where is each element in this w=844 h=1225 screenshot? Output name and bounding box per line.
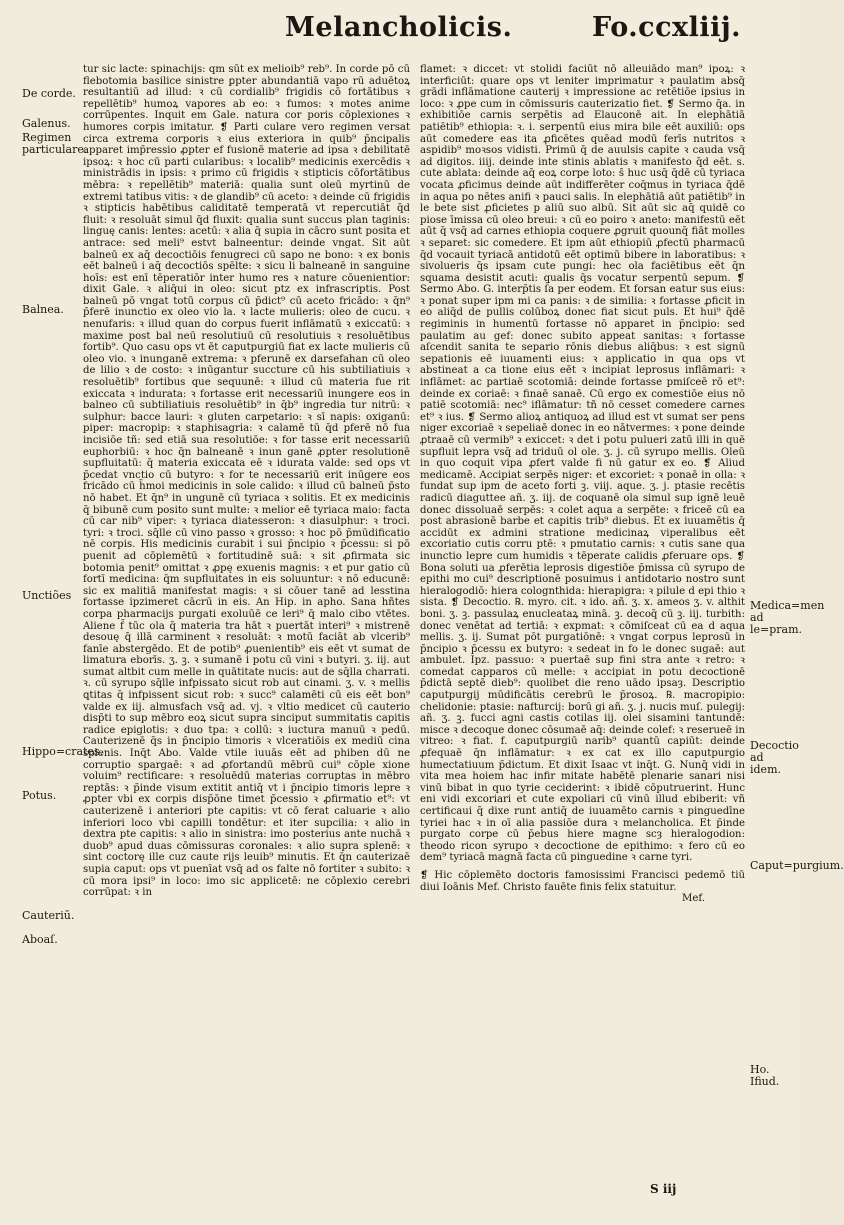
margin-note-cauterium: Cauteriū. [22,909,75,922]
margin-note-de-corde: De corde. [22,87,76,100]
signature-mark: S iij [650,1182,677,1196]
margin-note-aboas: Aboaſ. [22,933,58,946]
catchword: Mef. [682,893,705,905]
margin-note-unctiones: Unctiões [22,589,72,602]
running-title: Melancholicis. [285,12,513,43]
margin-note-decoctio-ad-idem: Decoctio ad idem. [750,739,799,776]
margin-note-balnea: Balnea. [22,303,64,316]
margin-note-hippocrates: Hippo=crates. [22,745,104,758]
margin-note-regimen-particulare: Regimen particulare. [22,131,88,156]
page-header [0,10,800,50]
left-column-text: tur sic lacte: spinachijs: qm sūt ex melioib⁹ reb⁹. In corde pō cū flebotomia basilice sinistre ꝑpter abundantiā vapo rū aduētoꝝ resultantiū ad illud: ꝛ cū cordialib⁹ frigidis cō fortātibus ꝛ repellētib⁹ humoꝝ vapores ab eo: ꝛ fumos: ꝛ motes anime corrūpentes. Inquit em Gale. natura cor poris cōplexiones ꝛ humores corpis imitatur. ❡ Parti culare vero regimen versat circa extrema corporis ꝛ eius exteriora in quib⁹ p̄ncipalis apparet imp̄ressio ꝓpter ef fusionē materie ad ipsa ꝛ debilitatē ipsoꝝ: ꝛ hoc cū parti cularibus: ꝛ localib⁹ medicinis exercēdis ꝛ ministrādis in ipsis: ꝛ primo cū frigidis ꝛ stipticis cōfortātibus mēbra: ꝛ repellētib⁹ materiā: qualia sunt oleū myrtinū de extremi tatibus vitis: ꝛ de glandib⁹ cū aceto: ꝛ deinde cū frigidis ꝛ stipticis habētibus caliditatē temperatā vt repercutiāt q̄d fluit: ꝛ resoluāt simul q̄d fluxit: qualia sunt succus plan taginis: linguę canis: lentes: acetū: ꝛ alia q̄ supia in cācro sunt posita et antrace: sed meli⁹ estvt balneentur: deinde vngat. Sit aūt balneū ex aq̄ decoctiōis fenugreci cū sapo ne bono: ꝛ ex bonis eēt balneū i aq̄ decoctiōs spēlte: ꝛ sicu li balneanē in sanguine hoīs: est enī tēperatiōr inter humo res ꝛ nature cōuenientior: dixit Gale. ꝛ aliq̄ui in oleo: sicut ptz ex infrascriptis. Post balneū pō vngat totū corpus cū p̄dict⁹ cū aceto fricādo: ꝛ q̄n⁹ p̄ferē inunctio ex oleo vio la. ꝛ lacte mulieris: oleo de cucu. ꝛ nenufaris: ꝛ illud quan do corpus fuerit inflāmatū ꝛ exiccatū: ꝛ maxime post bal neū resolutiuū cū resolutiuis ꝛ resoluētibus fortib⁹. Quo casu ops vt ēt caputpurgiū fiat ex lacte mulieris cū oleo vio. ꝛ inunganē extrema: ꝛ pferunē ex darsefahan cū oleo de lilio ꝛ de costo: ꝛ inūgantur succture cū his subtiliatiuis ꝛ resoluētib⁹ fortibus que sequunē: ꝛ illud cū materia fue rit exiccata ꝛ indurata: ꝛ fortasse erit necessariū inungere eos in balneo cū subtiliatiuis resoluētib⁹ in q̄b⁹ ingredia tur nitrū: ꝛ sulphur: bacce lauri: ꝛ gluten carpetario: ꝛ sī napis: oxiganū: piper: macropip: ꝛ staphisagria: ꝛ calamē tū q̄d pferē nō fua incisiōe tñ: sed etiā sua resolutiōe: ꝛ for tasse erit necessariū euphorbiū: ꝛ hoc q̄n balneanē ꝛ inun ganē ꝓpter resolutionē supfluitatū: q̄ materia exiccata eē ꝛ idurata valde: sed ops vt p̄cedat vnctio cū butyro: ꝛ for te necessariū erit inūgere eos fricādo cū h̄moi medicinis in sole calido: ꝛ illud cū balneū p̄sto nō habet. Et q̄n⁹ in ungunē cū tyriaca ꝛ solitis. Et ex medicinis q̄ bibunē cum posito sunt multe: ꝛ melior eē tyriaca maio: facta cū car nib⁹ viper: ꝛ tyriaca diatesseron: ꝛ diasulphur: ꝛ troci. tyri: ꝛ troci. sq̄lle cū vino passo ꝛ grosso: ꝛ hoc pō p̄mūdificatio nē corpis. His medicinis curabit i sui p̄ncipio ꝛ p̄cessu: si pō puenit ad cōplemētū ꝛ fortitudinē suā: ꝛ sit ꝓfirmata sic botomia penit⁹ omittat ꝛ ꝓpę exuenis magnis: ꝛ et pur gatio cū fortī medicina: q̄m supfluitates in eis soluuntur: ꝛ nō educunē: sic ex malitiā manifestat magis: ꝛ si cōuer tanē ad lesstina fortasse ipzimeret cācrū in eis. An Hip. in apho. Sana hñtes corpa pharmacijs purgati exoluūē ce leri⁹ q̄ malo cibo vtētes. Aliene f̄ tūc ola q̄ materia tra hāt ꝛ puertāt interi⁹ ꝛ mistrenē desouę q̄ illā carminent ꝛ resoluāt: ꝛ motū faciāt ab vlcerib⁹ fanīe abstergēdo. Et de potib⁹ ꝓuenientib⁹ eis eēt vt sumat de limatura eborīs. ʒ. ꝫ. ꝛ sumanē i potu cū vini ꝛ butyri. ʒ. iij. aut sumat altbit cum melle in quātitate nucis: aut de sq̄lla charrati. ꝛ. cū syrupo sq̄lle infpissato sicut rob aut cinami. ʒ. v. ꝛ mellis ꝗtitas q̄ infpissent sicut rob: ꝛ succ⁹ calamēti cū eis eēt bon⁹ valde ex iij. almusfach vsq̄ ad. vj. ꝛ vltio medicet cū cauterio disp̄ti to sup mēbro eoꝝ sicut supra sinciput summitatis capitis radice epiglotis: ꝛ duo tpa: ꝛ collū: ꝛ iuctura manuū ꝛ pedū. Cauterizenē q̄s in p̄ncipio timoris ꝛ vlceratiōis ex mediū cina splenis. Inq̄t Abo. Valde vtile iuuās eēt ad phiben dū ne corruptio spargaē: ꝛ ad ꝓfortandū mēbrū cui⁹ cōple xione voluim⁹ rectificare: ꝛ resoluēdū materias corruptas in mēbro reptās: ꝛ p̄inde visum extitit antiq̄ vt i p̄ncipio timoris lepre ꝛ ꝓpter vbi ex corpis disp̄ōne timet p̄cessio ꝛ ꝓfirmatio et⁹: vt cauterizenē i anteriori pte capitis: vt cō ferat caluarie ꝛ alio inferiori loco vbi capilli tondētur: et iter supcilia: ꝛ alio in dextra pte capitis: ꝛ alio in sinistra: imo posterius ante nuchā ꝛ duob⁹ apud duas cōmissuras coronales: ꝛ alio supra splenē: ꝛ sint coctorę ille cuz caute rijs leuib⁹ minutis. Et q̄n cauterizaē supia caput: ops vt puenīat vsq̄ ad os falte nō fortiter ꝛ subito: ꝛ cū mora ipsi⁹ in loco: imo sic applicetē: ne cōplexio cerebri corrūpat: ꝛ in [83,64,410,899]
margin-note-caputpurgium: Caput=purgium. [750,859,844,872]
right-text-column [420,64,745,905]
margin-note-medicamen-ad-lepram: Medica=men ad le=pram. [750,599,825,636]
margin-note-potus: Potus. [22,789,57,802]
margin-note-galenus: Galenus. [22,117,71,130]
margin-note-right-bottom: Ho. Ifiud. [750,1063,780,1088]
colophon-text: ❡ Hic cōplemēto doctoris famosissimi Francisci pedemō tiū diui Ioānis Mef. Christo fauēte finis felix statuitur. [420,869,745,893]
left-text-column [83,64,410,899]
right-column-text: flamet: ꝛ diccet: vt stolidi faciūt nō alleuiādo man⁹ ipoꝝ: ꝛ interficiūt: quare ops vt leniter imprimatur ꝛ paulatim absq̄ grādi inflāmatione cauterij ꝛ impressione ac retētiōe ipsius in loco: ꝛ ꝓpe cum in cōmissuris cauterizatio fiet. ❡ Sermo q̄a. in exhibitiōe carnis serpētis ad Elauconē ait. In elephātiā patiētib⁹ ethiopia: ꝛ. i. serpentū eius mira bile eēt auxiliū: ops aūt comedere eas ita ꝓficētes quēad modū ferīs nutritos ꝛ aspidib⁹ moꝛsos vidisti. Primū q̄ de auulsis capite ꝛ cauda vsq̄ ad digitos. iiij. deinde inte stinis ablatis ꝛ manifesto q̄d eēt. s. cute ablata: deinde aq̄ eoꝝ corpe loto: s̄ huc usq̄ q̄dē cū tyriaca vocata ꝓficimus deinde aūt indifferēter coq̄mus in tyriaca q̄dē in aqua po nētes anifi ꝛ pauci salis. In elephātiā aūt patiētib⁹ in le bete sist ꝓficietes p aliū suo albū. Sit aūt sic aq̄ quidē co piose īmissa cū oleo breui: ꝛ cū eo poiro ꝛ aneto: manifestū eēt aūt q̄ vsq̄ ad carnes ethiopia coquere ꝓgruit quounq̄ fiāt molles ꝛ separet: sic comedere. Et ipm aūt ethiopiū ꝓfectū pharmacū q̄d vocauit tyriacā antidotū eēt optimū bibere in laboratibus: ꝛ sivolueris q̄s ipsam cute pungi: hec ola faciētibus eēt q̄n squama desistit acuti: qualis q̄s vocatur serpentū sepum. ❡ Sermo Abo. G. interp̄tis ſ̄a per eodem. Et forsan eatur sus eius: ꝛ ponat super ipm mi ca panis: ꝛ de similia: ꝛ fortasse ꝓficit in eo aliq̄d de pullis colūboꝝ donec fiat sicut puls. Et hui⁹ q̄dē regiminis in humentū fortasse nō apparet in p̄ncipio: sed paulatim au gef: donec subito appeat sanitas: ꝛ fortasse aſcendit sanita te separio rōnis diebus aliq̄bus: ꝛ est signū sepationis eē iuuamenti eius: ꝛ applicatio in qua ops vt abstineat a ca tione eius eēt ꝛ incipiat leprosus inflāmari: ꝛ inflāmet: ac partiaē scotomiā: deinde fortasse pmiſceē rō et⁹: deinde ex coriaē: ꝛ finaē sanaē. Cū ergo ex comestiōe eius nō patiē scotomiā: nec⁹ iflāmatur: tñ nō cesset comedere carnes et⁹ ꝛ ius. ❡ Sermo alioꝝ antiquoꝝ ad illud est vt sumat ser pens niger excoriaē ꝛ sepeliaē donec in eo nātvermes: ꝛ pone deinde ꝓtraaē cū vermib⁹ ꝛ exiccet: ꝛ det i potu pulueri zatū illi in quē supfluit lepra vsq̄ ad triduū ol ole. ʒ. j. cū syrupo mellis. Oleū in quo coquit vipa ꝓfert valde fi nū gatur ex eo. ❡ Aliud medicamē. Accipiat serpēs niger: et excoriet: ꝛ ponaē in olla: ꝛ fundat sup ipm de aceto forti ꝫ. viij. aque. ʒ. j. ptasie recētis radicū diaguttee añ. ʒ. iij. de coquanē ola simul sup ignē leuē donec dissoluaē serpēs: ꝛ colet aqua a serpēte: ꝛ friceē cū ea post abrasionē barbe et capitis trib⁹ diebus. Et ex iuuamētis q̄ accidūt ex admini stratione medicinaꝝ viperalibus eēt excoriatio cutis corru ptē: ꝛ pmutatio carnis: ꝛ cutis sane qua inunctio lepre cum humidis ꝛ tēperate calidis ꝓferuare ops. ❡ Bona soluti ua ꝓferētia leprosis digestiōe p̄missa cū syrupo de epithi mo cui⁹ descriptionē posuimus i antidotario nostro sunt hieralogodiō: hiera colognthida: hierapigra: ꝛ pilule d epi thio ꝛ sista. ❡ Decoctio. ℞. myro. cit. ꝛ ido. añ. ʒ. x. ameos ʒ. v. althit boni. ʒ. ꝫ. passulaꝝ enucleataꝝ minā. ꝫ. decoq̄ cū ꝫ. iij. turbith: donec venētat ad tertiā: ꝛ expmat: ꝛ cōmiſceat cū ea d aqua mellis. ʒ. ij. Sumat pōt purgatiōnē: ꝛ vngat corpus leprosū in p̄ncipio ꝛ p̄cessu ex butyro: ꝛ sedeat in fo le donec sugaē: aut ambulet. Ipz. passuo: ꝛ puertaē sup fini stra ante ꝛ retro: ꝛ comedat capparos cū melle: ꝛ accipiat in potu decoctionē p̄dictā septē dieb⁹: quolibet die reno uādo ipsaȝ. Descriptio caputpurgij mūdificātis cerebrū le p̄rosoꝝ. ℞. macropipio: chelidonie: ptasie: nafturcij: borū gi añ. ʒ. j. nucis muſ. pulegij: añ. ʒ. ꝫ. fucci agni castis cotilas iij. olei sisamini tantundē: misce ꝛ decoque donec cōsumaē aq̄: deinde colef: ꝛ reserueē in vitreo: ꝛ fiat. f. caputpurgiū narib⁹ quantū capiūt: deinde ꝓfequaē q̄n inflāmatur: ꝛ ex cat ex illo caputpurgio humectatiuum p̄dictum. Et dixit Isaac vt inq̄t. G. Nunq̄ vidi in vita mea hoiem hac infir mitate habētē plenarie sanari nisi vinū bibat in quo tyrie ceciderint: ꝛ ibidē cōputruerint. Hunc eni vidi excoriari et cute expoliari cū vinū illud ebiberit: vñ certificaui q̄ dixe runt antiq̄ de iuuamēto carnis ꝛ pinguedīne tyriei hac ꝛ in oī alia passiōe dura ꝛ melancholica. Et p̄inde purgato corpe cū p̄ebus hiere magne scȝ hieralogodion: theodo ricon syrupo ꝛ decoctione de epithimo: ꝛ fero cū eo dem⁹ tyriacā magnā facta cū pinguedine ꝛ carne tyri. [420,64,745,864]
folio-number: Fo.ccxliij. [592,12,742,43]
